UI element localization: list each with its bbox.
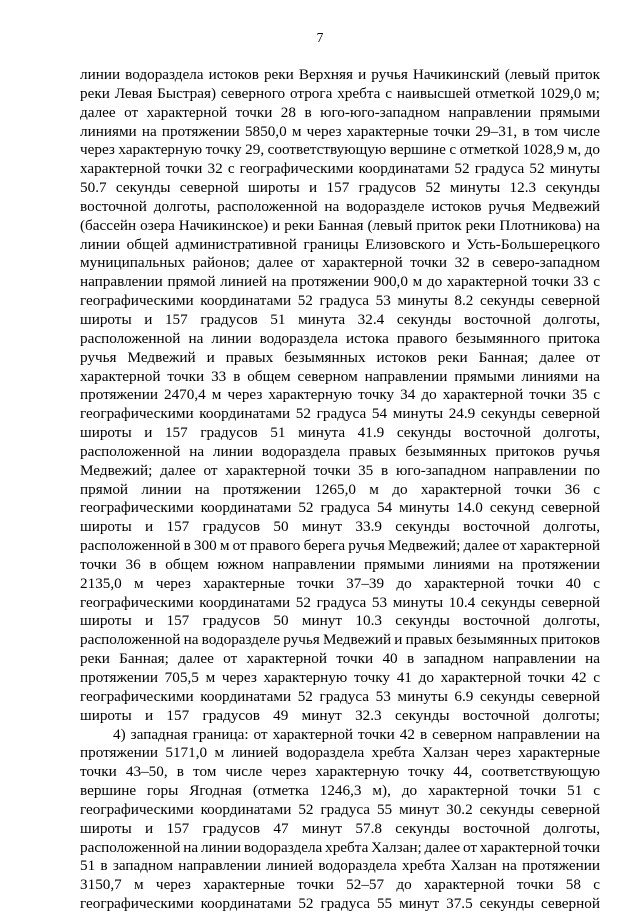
page-number: 7 xyxy=(316,30,324,45)
text-line: точки 43–50, в том числе через характерную точку 44, соответствующую xyxy=(80,763,600,781)
text-line: широты и 157 градусов 51 минута 41.9 секунды восточной долготы, xyxy=(80,424,600,442)
text-line: географическими координатами 52 градуса 53 минуты 6.9 секунды северной xyxy=(80,687,601,705)
document-body xyxy=(80,66,600,914)
text-line: направлении прямой линией на протяжении 900,0 м до характерной точки 33 с xyxy=(80,273,601,291)
text-line: географическими координатами 52 градуса 55 минут 30.2 секунды северной xyxy=(80,800,600,818)
text-line: географическими координатами 52 градуса 53 минуты 8.2 секунды северной xyxy=(80,292,601,310)
text-line: 4) западная граница: от характерной точки 42 в северном направлении на xyxy=(113,725,600,743)
text-line: географическими координатами 52 градуса 55 минут 37.5 секунды северной xyxy=(80,895,600,913)
text-line: широты и 157 градусов 51 минута 32.4 секунды восточной долготы, xyxy=(80,310,600,328)
text-line: географическими координатами 52 градуса 54 минуты 24.9 секунды северной xyxy=(80,405,601,423)
text-line: вершине горы Ягодная (отметка 1246,3 м), до характерной точки 51 с xyxy=(80,782,601,800)
text-line: широты и 157 градусов 50 минут 33.9 секунды восточной долготы, xyxy=(80,518,600,536)
text-line: точки 36 в общем южном направлении прямыми линиями на протяжении xyxy=(80,555,600,573)
text-line: расположенной в 300 м от правого берега ручья Медвежий; далее от характерной xyxy=(80,537,601,555)
text-line: Медвежий; далее от характерной точки 35 в юго-западном направлении по xyxy=(80,461,601,479)
text-line: 50.7 секунды северной широты и 157 градусов 52 минуты 12.3 секунды xyxy=(80,179,600,197)
text-line: расположенной на линии водораздела правых безымянных притоков ручья xyxy=(80,442,600,460)
text-line: восточной долготы, расположенной на водоразделе истоков ручья Медвежий xyxy=(80,197,600,215)
text-line: прямой линии на протяжении 1265,0 м до характерной точки 36 с xyxy=(80,480,600,498)
text-line: характерной точки 33 в общем северном направлении прямыми линиями на xyxy=(80,367,600,385)
text-line: реки Левая Быстрая) северного отрога хребта с наивысшей отметкой 1029,0 м; xyxy=(80,84,601,102)
text-line: географическими координатами 52 градуса 54 минуты 14.0 секунд северной xyxy=(80,499,600,517)
text-line: географическими координатами 52 градуса 53 минуты 10.4 секунды северной xyxy=(80,593,601,611)
text-line: линии общей административной границы Елизовского и Усть-Большерецкого xyxy=(80,235,600,253)
text-line: далее от характерной точки 28 в юго-юго-западном направлении прямыми xyxy=(80,103,600,121)
text-line: широты и 157 градусов 50 минут 10.3 секунды восточной долготы, xyxy=(80,612,600,630)
text-line: широты и 157 градусов 47 минут 57.8 секунды восточной долготы, xyxy=(80,819,600,837)
text-line: расположенной на водоразделе ручья Медвежий и правых безымянных притоков xyxy=(80,631,600,649)
text-line: расположенной на линии водораздела истока правого безымянного притока xyxy=(80,329,600,347)
text-line: характерной точки 32 с географическими координатами 52 градуса 52 минуты xyxy=(80,160,601,178)
text-line: линии водораздела истоков реки Верхняя и ручья Начикинский (левый приток xyxy=(80,66,601,83)
text-line: протяжении 705,5 м через характерную точку 41 до характерной точки 42 с xyxy=(80,669,601,686)
text-line: 2135,0 м через характерные точки 37–39 до характерной точки 40 с xyxy=(80,574,600,592)
text-line: через характерную точку 29, соответствующую вершине с отметкой 1028,9 м, до xyxy=(80,141,600,159)
text-line: широты и 157 градусов 49 минут 32.3 секунды восточной долготы; xyxy=(80,706,600,724)
text-line: ручья Медвежий и правых безымянных истоков реки Банная; далее от xyxy=(80,348,600,366)
text-line: муниципальных районов; далее от характерной точки 32 в северо-западном xyxy=(80,254,600,272)
text-line: реки Банная; далее от характерной точки 40 в западном направлении на xyxy=(80,650,601,668)
text-line: (бассейн озера Начикинское) и реки Банная (левый приток реки Плотникова) на xyxy=(80,216,601,234)
text-line: 51 в западном направлении линией водораздела хребта Халзан на протяжении xyxy=(80,857,601,875)
text-line: линиями на протяжении 5850,0 м через характерные точки 29–31, в том числе xyxy=(80,122,600,140)
text-line: протяжении 2470,4 м через характерную точку 34 до характерной точки 35 с xyxy=(80,386,601,404)
text-line: 3150,7 м через характерные точки 52–57 до характерной точки 58 с xyxy=(80,876,600,894)
text-line: протяжении 5171,0 м линией водораздела хребта Халзан через характерные xyxy=(80,744,600,762)
text-line: расположенной на линии водораздела хребта Халзан; далее от характерной точки xyxy=(80,838,600,856)
